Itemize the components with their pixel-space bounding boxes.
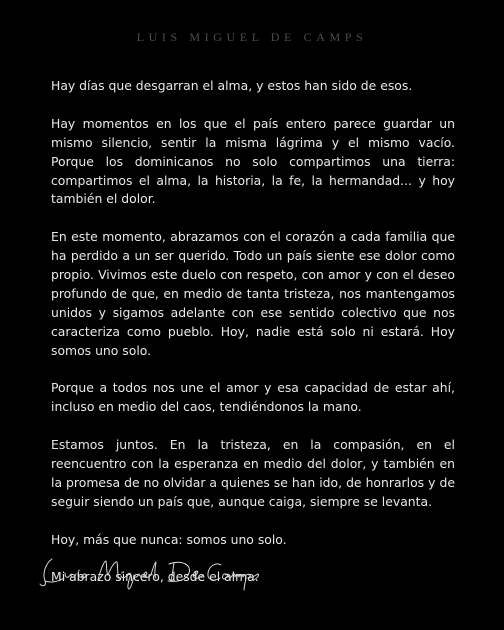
paragraph-7: Mi abrazo sincero, desde el alma. [51, 569, 259, 585]
paragraph-1: Hay días que desgarran el alma, y estos han sido de esos. [51, 78, 413, 93]
paragraph-3: En este momento, abrazamos con el corazón a cada familia que ha perdido a un ser querido. Todo un país siente ese dolor como propio. Vivimos este duelo con respeto, con amor y con el deseo profundo de que, en medio de tanta tristeza, nos mantengamos unidos y sigamos adelante con ese sentido colectivo que nos caracteriza como pueblo. Hoy, nadie está solo ni estará. Hoy somos uno solo. [51, 229, 455, 358]
paragraph-5: Estamos juntos. En la tristeza, en la compasión, en el reencuentro con la esperanza en medio del dolor, y también en la promesa de no olvidar a quienes se han ido, de honrarlos y de seguir siendo un país que, aunque caiga, siempre se levanta. [51, 437, 455, 509]
paragraph-6: Hoy, más que nunca: somos uno solo. [51, 531, 287, 547]
handwritten-signature [38, 553, 288, 593]
letter-body [51, 77, 455, 606]
paragraph-2: Hay momentos en los que el país entero parece guardar un mismo silencio, sentir la misma lágrima y el mismo vacío. Porque los dominicanos no solo compartimos una tierra: compartimos el alma, la historia, la fe, la hermandad... y hoy también el dolor. [51, 115, 455, 207]
paragraph-4: Porque a todos nos une el amor y esa capacidad de estar ahí, incluso en medio del caos, tendiéndonos la mano. [51, 380, 455, 415]
letterhead-name: LUIS MIGUEL DE CAMPS [136, 30, 368, 44]
